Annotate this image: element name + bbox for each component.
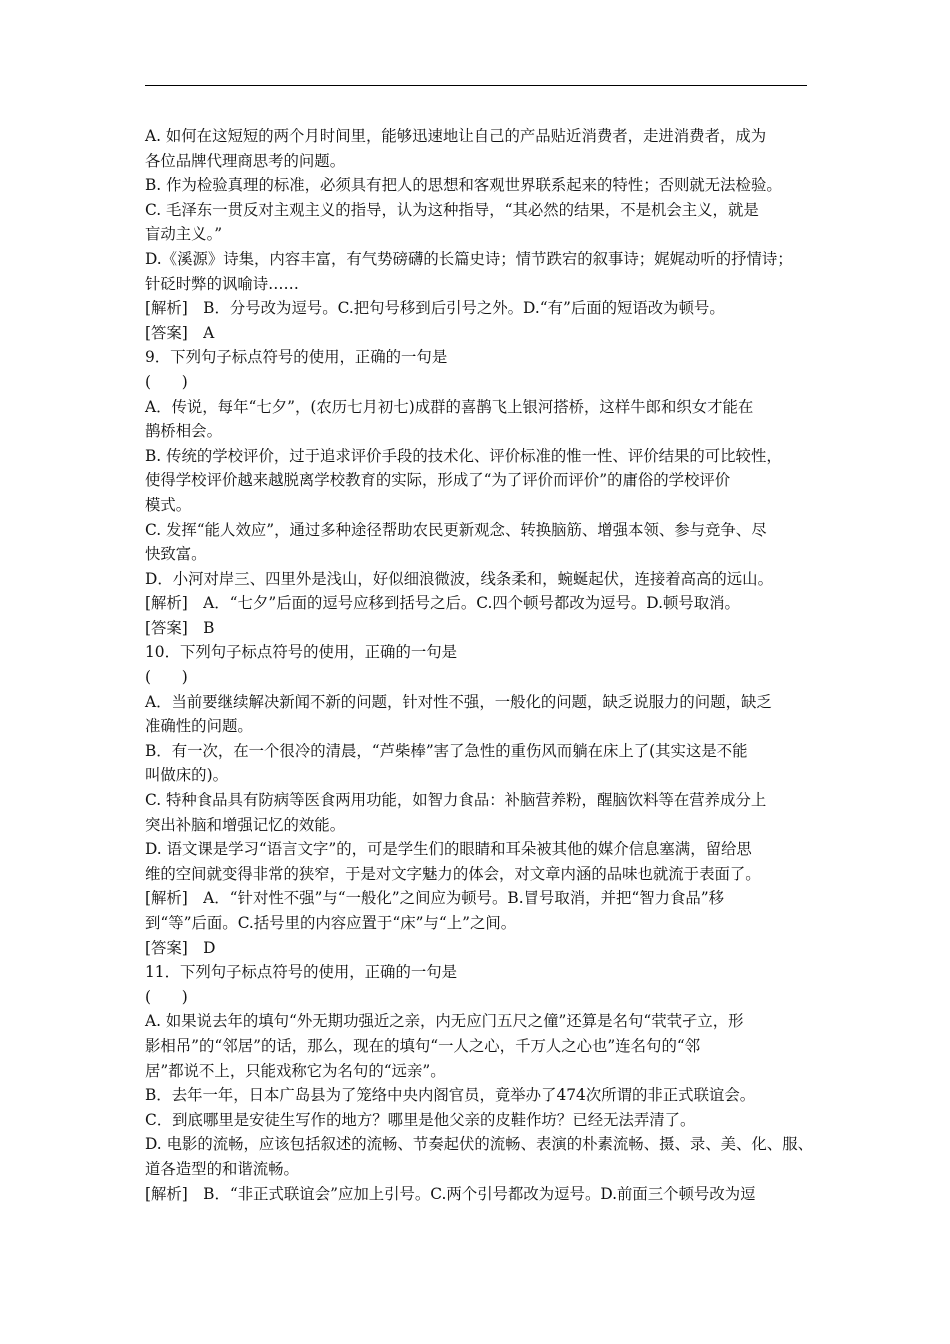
text-line: C．到底哪里是安徒生写作的地方？哪里是他父亲的皮鞋作坊？已经无法弄清了。 bbox=[145, 1110, 696, 1129]
text-line: 9．下列句子标点符号的使用，正确的一句是 bbox=[145, 348, 448, 367]
text-line: 突出补脑和增强记忆的效能。 bbox=[145, 815, 346, 834]
text-line: D．小河对岸三、四里外是浅山，好似细浪微波，线条柔和，蜿蜒起伏，连接着高高的远山。 bbox=[145, 569, 773, 588]
text-line: ( ) bbox=[145, 987, 188, 1006]
text-line: 11．下列句子标点符号的使用，正确的一句是 bbox=[145, 963, 458, 982]
text-line: 各位品牌代理商思考的问题。 bbox=[145, 151, 346, 170]
text-line: 鹊桥相会。 bbox=[145, 422, 222, 441]
text-line: A. 如果说去年的填句“外无期功强近之亲，内无应门五尺之僮”还算是名句“茕茕孑立，形 bbox=[145, 1012, 744, 1031]
text-line: A．传说，每年“七夕”，(农历七月初七)成群的喜鹊飞上银河搭桥，这样牛郎和织女才能在 bbox=[145, 397, 754, 416]
header-rule bbox=[145, 85, 807, 86]
text-line: 叫做床的)。 bbox=[145, 766, 228, 785]
text-line: 准确性的问题。 bbox=[145, 717, 253, 736]
text-line: 影相吊”的“邻居”的话，那么，现在的填句“一人之心，千万人之心也”连名句的“邻 bbox=[145, 1036, 701, 1055]
text-line: D. 电影的流畅，应该包括叙述的流畅、节奏起伏的流畅、表演的朴素流畅、摄、录、美、化、服、 bbox=[145, 1135, 813, 1154]
text-line: A. 如何在这短短的两个月时间里，能够迅速地让自己的产品贴近消费者，走进消费者，成为 bbox=[145, 127, 767, 145]
text-line: 针砭时弊的讽喻诗…… bbox=[145, 274, 299, 293]
text-line: 居”都说不上，只能戏称它为名句的“远亲”。 bbox=[145, 1061, 446, 1080]
text-line: B. 作为检验真理的标准，必须具有把人的思想和客观世界联系起来的特性；否则就无法检验。 bbox=[145, 176, 782, 195]
text-line: B. 传统的学校评价，过于追求评价手段的技术化、评价标准的惟一性、评价结果的可比较性， bbox=[145, 446, 782, 465]
text-line: [解析] A．“七夕”后面的逗号应移到括号之后。C.四个顿号都改为逗号。D.顿号取消。 bbox=[145, 594, 740, 613]
text-line: 10．下列句子标点符号的使用，正确的一句是 bbox=[145, 643, 458, 662]
text-line: C. 发挥“能人效应”，通过多种途径帮助农民更新观念、转换脑筋、增强本领、参与竞争、尽 bbox=[145, 520, 767, 539]
text-line: 道各造型的和谐流畅。 bbox=[145, 1159, 299, 1178]
text-line: B．去年一年，日本广岛县为了笼络中央内阁官员，竟举办了474次所谓的非正式联谊会。 bbox=[145, 1086, 756, 1105]
text-line: 到“等”后面。C.括号里的内容应置于“床”与“上”之间。 bbox=[145, 914, 517, 932]
text-line: C. 毛泽东一贯反对主观主义的指导，认为这种指导，“其必然的结果，不是机会主义，就是 bbox=[145, 200, 759, 219]
text-line: [答案] D bbox=[145, 938, 216, 957]
text-line: 盲动主义。” bbox=[145, 225, 223, 244]
text-line: A．当前要继续解决新闻不新的问题，针对性不强，一般化的问题，缺乏说服力的问题，缺乏 bbox=[145, 692, 772, 711]
text-line: D. 语文课是学习“语言文字”的，可是学生们的眼睛和耳朵被其他的媒介信息塞满，留给思 bbox=[145, 840, 752, 859]
text-line: C. 特种食品具有防病等医食两用功能，如智力食品：补脑营养粉，醒脑饮料等在营养成分上 bbox=[145, 791, 767, 810]
text-line: ( ) bbox=[145, 372, 188, 391]
text-line: 维的空间就变得非常的狭窄，于是对文字魅力的体会，对文章内涵的品味也就流于表面了。 bbox=[145, 864, 761, 883]
text-line: [解析] A．“针对性不强”与“一般化”之间应为顿号。B.冒号取消，并把“智力食品”移 bbox=[145, 889, 725, 908]
text-line: [解析] B．“非正式联谊会”应加上引号。C.两个引号都改为逗号。D.前面三个顿号改为逗 bbox=[145, 1184, 756, 1203]
text-line: ( ) bbox=[145, 668, 188, 687]
text-line: 使得学校评价越来越脱离学校教育的实际，形成了“为了评价而评价”的庸俗的学校评价 bbox=[145, 471, 731, 490]
text-line: D.《溪源》诗集，内容丰富，有气势磅礴的长篇史诗；情节跌宕的叙事诗；娓娓动听的抒情诗； bbox=[145, 249, 793, 268]
text-line: B．有一次，在一个很冷的清晨，“芦柴棒”害了急性的重伤风而躺在床上了(其实这是不能 bbox=[145, 741, 748, 760]
text-line: 快致富。 bbox=[145, 545, 207, 564]
text-line: [答案] B bbox=[145, 618, 215, 637]
text-line: [答案] A bbox=[145, 323, 215, 342]
document-body bbox=[145, 124, 813, 1206]
text-line: [解析] B．分号改为逗号。C.把句号移到后引号之外。D.“有”后面的短语改为顿号。 bbox=[145, 299, 725, 318]
text-line: 模式。 bbox=[145, 495, 192, 514]
